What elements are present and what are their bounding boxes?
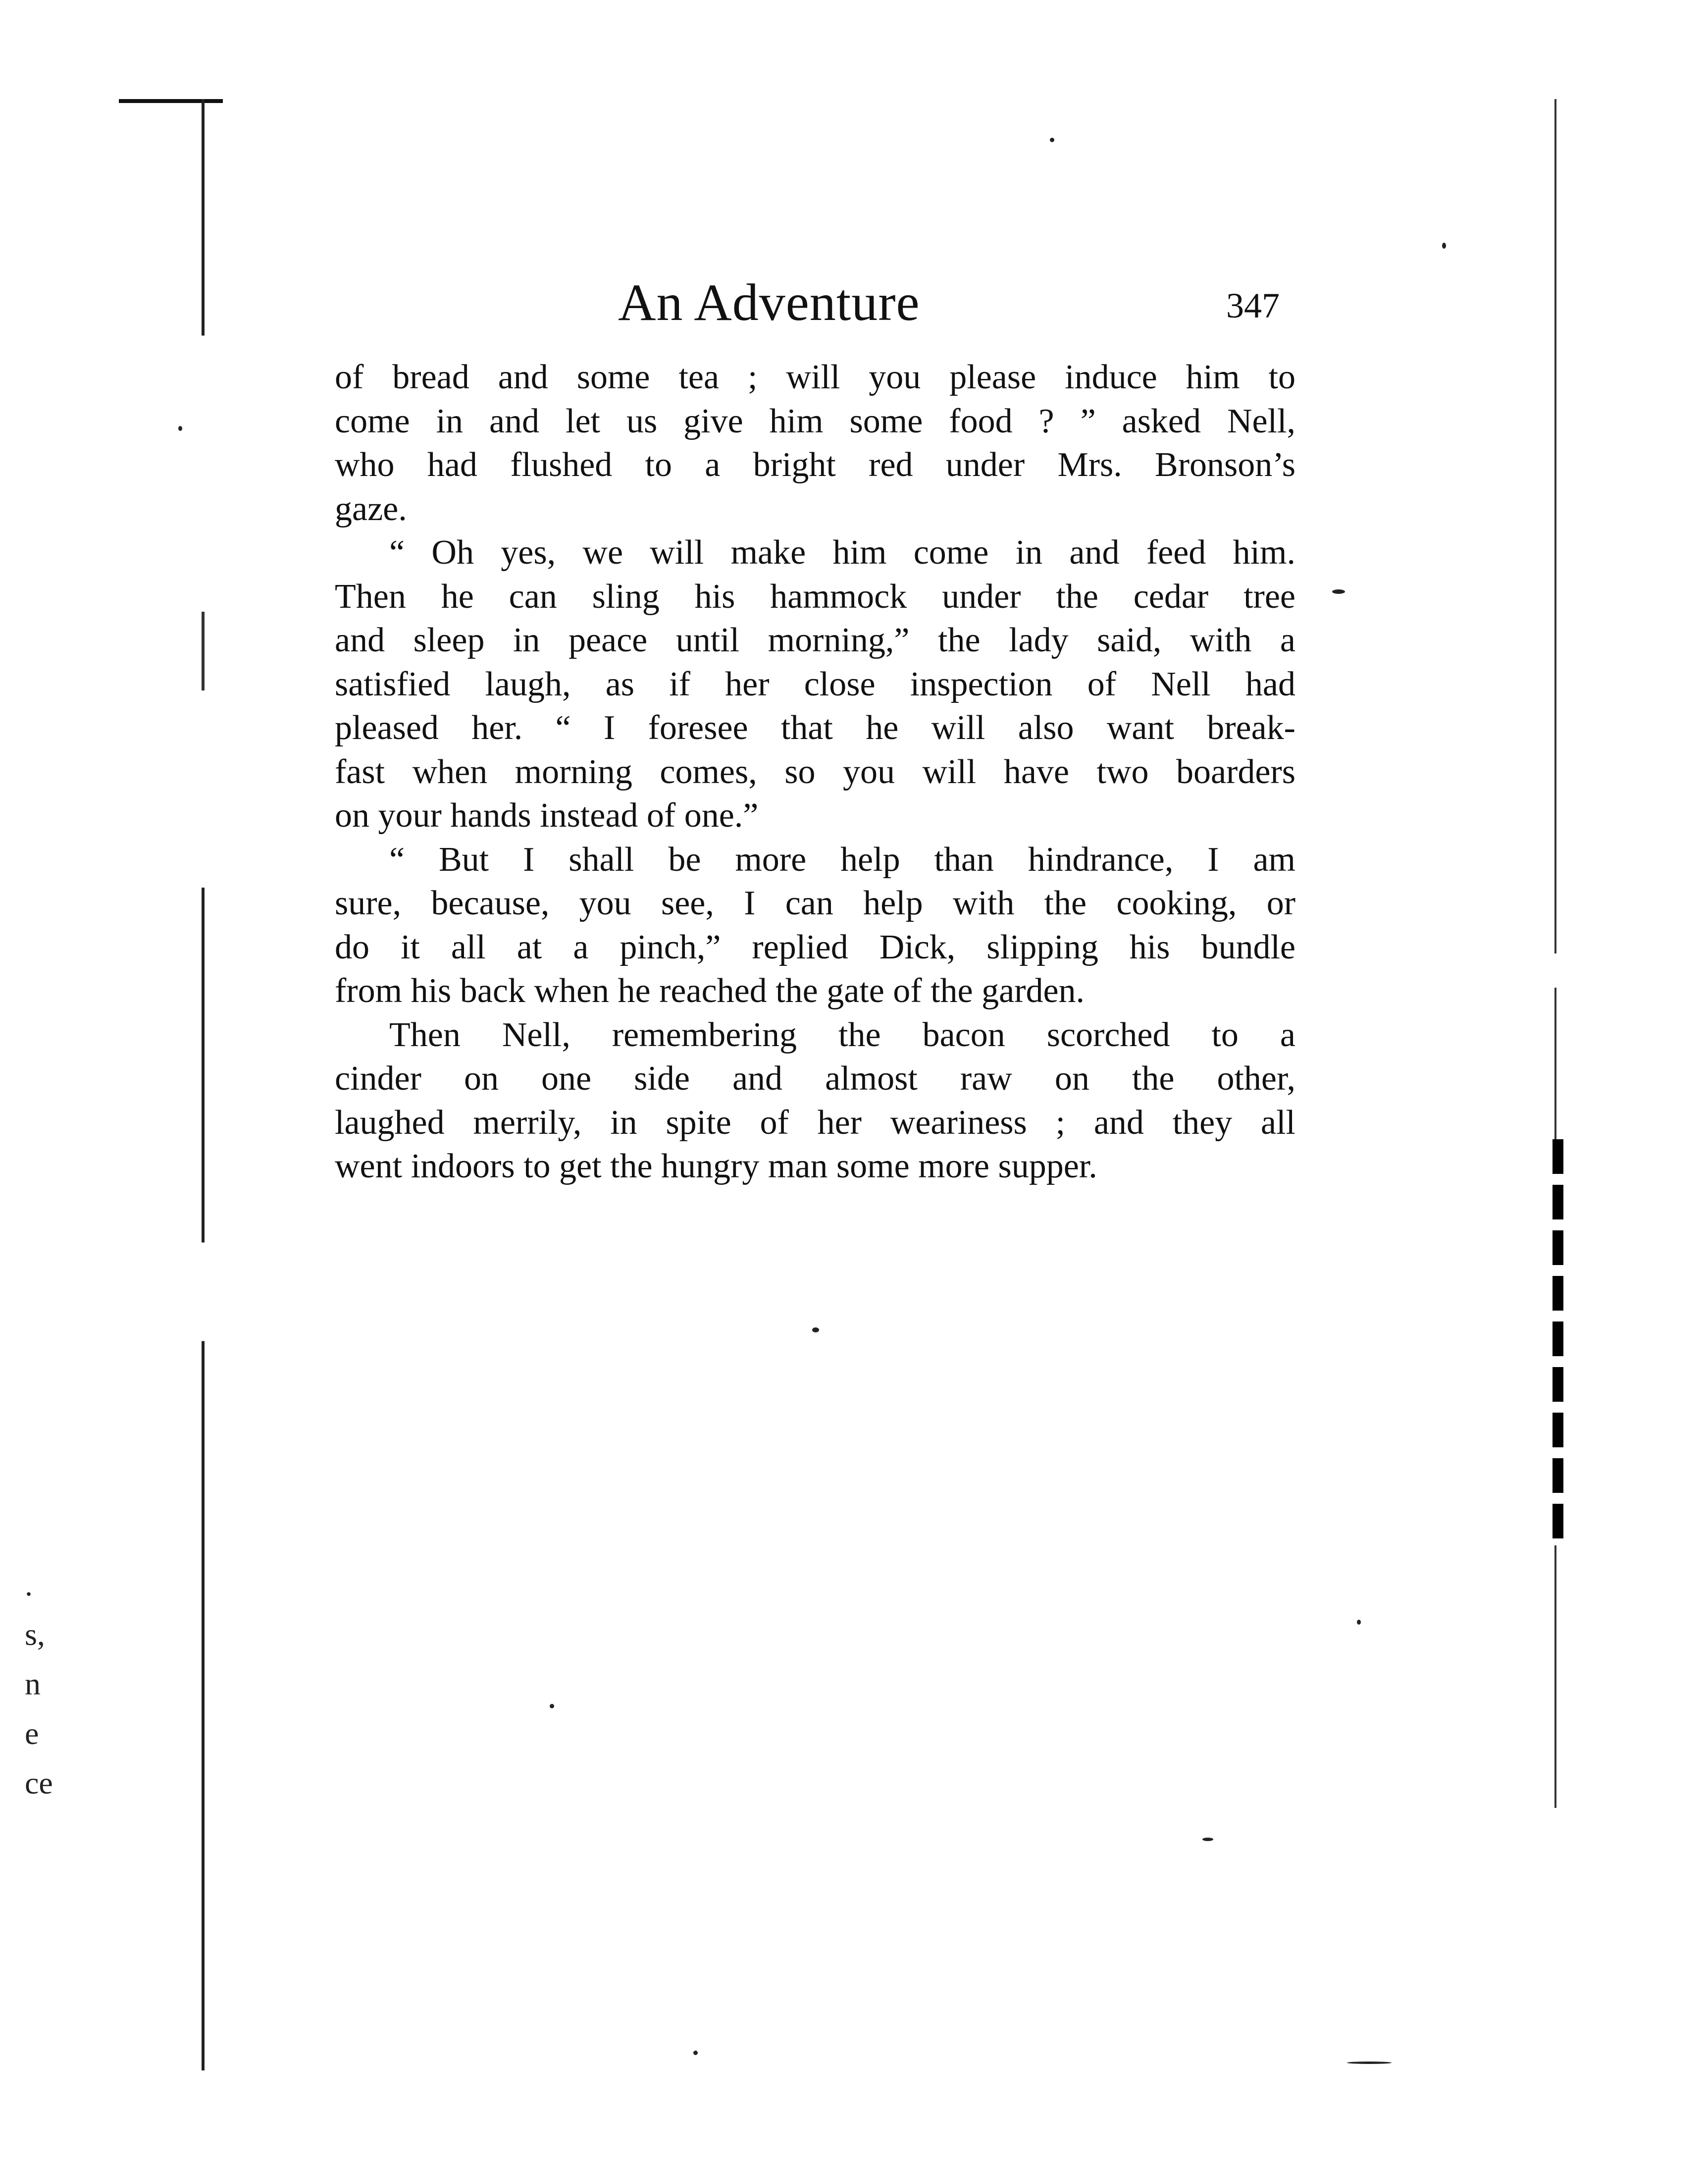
- right-edge-rule: [1554, 99, 1556, 1808]
- fragment: s,: [25, 1617, 45, 1652]
- text-line: of bread and some tea ; will you please induce him to: [335, 358, 1295, 396]
- right-edge-dark-band: [1553, 1139, 1563, 1545]
- page-number: 347: [1226, 286, 1280, 325]
- speck: [1050, 138, 1054, 142]
- speck: [1347, 2061, 1392, 2064]
- right-edge-shadow: [1553, 99, 1572, 1808]
- body-text: [335, 356, 1295, 1189]
- text-line: do it all at a pinch,” replied Dick, slipping his bundle: [335, 928, 1295, 966]
- text-line: on your hands instead of one.”: [335, 796, 759, 835]
- binding-rule: [202, 99, 205, 2070]
- text-line: and sleep in peace until morning,” the lady said, with a: [335, 621, 1295, 659]
- facing-page-fragments: [25, 1560, 84, 1808]
- text-line: who had flushed to a bright red under Mrs. Bronson’s: [335, 446, 1295, 484]
- text-line: gaze.: [335, 489, 407, 528]
- text-line: “ Oh yes, we will make him come in and feed him.: [389, 533, 1295, 572]
- text-line: Then he can sling his hammock under the cedar tree: [335, 577, 1295, 616]
- text-line: “ But I shall be more help than hindrance, I am: [389, 840, 1295, 879]
- speck: [693, 2051, 698, 2055]
- binding-mark: [119, 99, 223, 103]
- text-line: come in and let us give him some food ? ” asked Nell,: [335, 402, 1295, 440]
- paragraph: [335, 1013, 1295, 1189]
- speck: [1442, 243, 1446, 249]
- text-line: satisfied laugh, as if her close inspection of Nell had: [335, 665, 1295, 703]
- speck: [812, 1327, 819, 1332]
- text-line: pleased her. “ I foresee that he will also want break-: [335, 709, 1295, 747]
- text-line: from his back when he reached the gate of the garden.: [335, 972, 1085, 1010]
- fragment: .: [25, 1567, 33, 1602]
- paragraph: [335, 531, 1295, 838]
- text-line: fast when morning comes, so you will have two boarders: [335, 752, 1295, 791]
- text-line: laughed merrily, in spite of her weariness ; and they all: [335, 1103, 1295, 1142]
- text-line: cinder on one side and almost raw on the other,: [335, 1059, 1295, 1098]
- speck: [550, 1704, 554, 1708]
- chapter-title: An Adventure: [618, 273, 920, 331]
- speck: [1357, 1620, 1361, 1625]
- fragment: e: [25, 1716, 39, 1751]
- fragment: n: [25, 1666, 41, 1701]
- text-line: sure, because, you see, I can help with the cooking, or: [335, 884, 1295, 922]
- speck: [1202, 1838, 1213, 1841]
- paragraph: [335, 356, 1295, 531]
- running-head: [0, 272, 1708, 342]
- left-binding-shadow: [196, 99, 210, 2070]
- text-line: went indoors to get the hungry man some more supper.: [335, 1147, 1097, 1185]
- speck: [178, 426, 182, 431]
- speck: [1332, 589, 1345, 594]
- fragment: ce: [25, 1765, 53, 1800]
- text-line: Then Nell, remembering the bacon scorched to a: [389, 1015, 1295, 1054]
- paragraph: [335, 838, 1295, 1013]
